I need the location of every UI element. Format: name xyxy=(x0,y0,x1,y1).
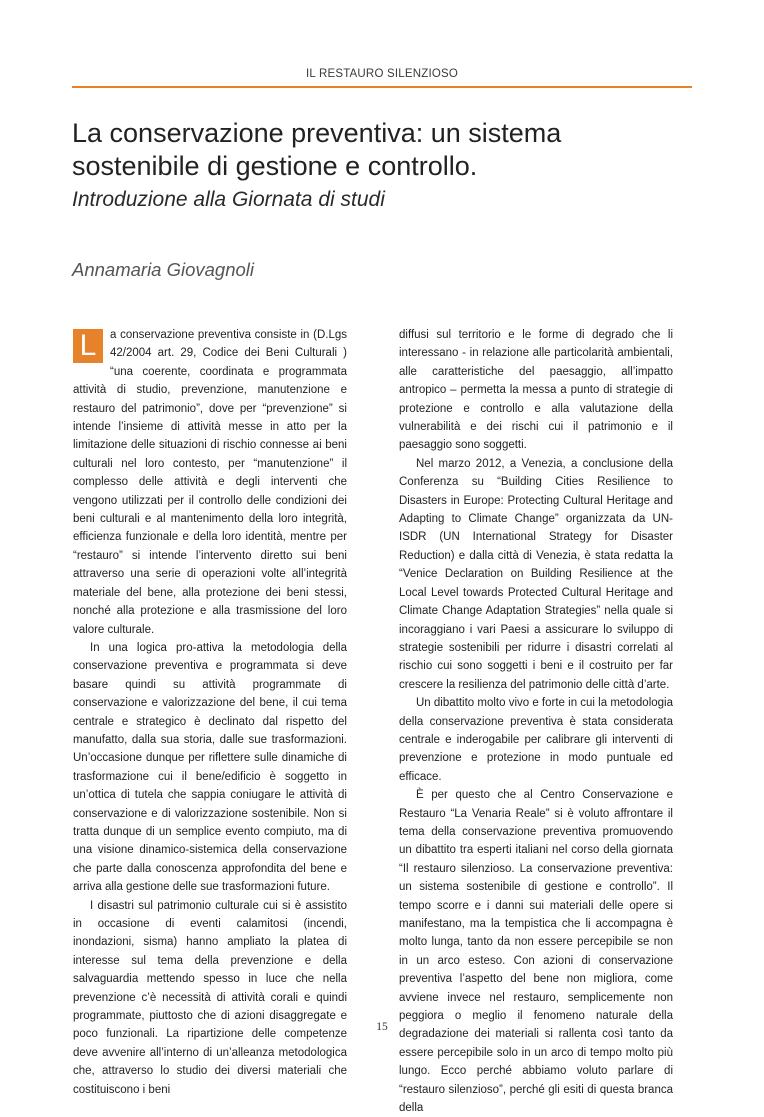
article-author: Annamaria Giovagnoli xyxy=(72,259,255,280)
paragraph: Un dibattito molto vivo e forte in cui la metodologia della conservazione preventiva è stata considerata centrale e inderogabile per calibrare gli interventi di prevenzione e protezione in modo puntuale ed efficace. xyxy=(399,697,673,783)
left-column xyxy=(73,326,347,1099)
paragraph: Nel marzo 2012, a Venezia, a conclusione della Conferenza su “Building Cities Resilience to Disasters in Europe: Protecting Cultural Heritage and Adapting to Climate Change” organizzata da UN-ISDR (UN International Strategy for Disaster Reduction) e dalla città di Venezia, è stata redatta la “Venice Declaration on Building Resilience at the Local Level towards Protected Cultural Heritage and Climate Change Adaptation Strategies” nella quale si incoraggiano i vari Paesi a assicurare lo sviluppo di strategie sostenibili per ridurre i disastri correlati al rischio cui sono soggetti i beni e il costruito per far crescere la resilienza del patrimonio delle città d’arte. xyxy=(399,457,673,691)
running-title: IL RESTAURO SILENZIOSO xyxy=(305,68,458,80)
page-number: 15 xyxy=(376,1021,388,1033)
header-rule xyxy=(72,86,692,88)
paragraph: diffusi sul territorio e le forme di degrado che li interessano - in relazione alle particolarità ambientali, alle caratteristiche del paesaggio, all’impatto antropico – permetta la messa a punto di strategie di protezione e controllo e alla valutazione della vulnerabilità e dei rischi cui il patrimonio e il paesaggio sono soggetti. xyxy=(399,329,673,452)
article-title: La conservazione preventiva: un sistema sostenibile di gestione e controllo. xyxy=(72,118,562,181)
paragraph: È per questo che al Centro Conservazione e Restauro “La Venaria Reale” si è voluto affrontare il tema della conservazione preventiva promuovendo un dibattito tra esperti italiani nel corso della giornata “Il restauro silenzioso. La conservazione preventiva: un sistema sostenibile di gestione e controllo”. Il tempo scorre e i danni sui materiali delle opere si manifestano, ma la tempistica che li accompagna è molto lunga, tanto da non essere percepibile se non in un arco esteso. Con azioni di conservazione preventiva l’aspetto del bene non migliora, come avviene invece nel restauro, semplicemente non peggiora o meglio il fenomeno naturale della degradazione dei materiali si rallenta così tanto da essere percepibile solo in un arco di tempo molto più lungo. Ecco perché abbiamo voluto parlare di “restauro silenzioso”, perché gli esiti di questa branca della xyxy=(399,789,673,1115)
paragraph: In una logica pro-attiva la metodologia della conservazione preventiva e programmata si deve basare quindi su attività programmate di conservazione e valorizzazione del bene, il cui tema centrale e strategico è declinato dal rispetto del manufatto, dalla sua storia, dalle sue trasformazioni. Un’occasione dunque per riflettere sulle dinamiche di trasformazione cui il bene/edificio è soggetto in un’ottica di tutela che sappia coniugare le attività di conservazione e di valorizzazione sostenibile. Non si tratta dunque di un semplice evento compiuto, ma di una visione dinamico-sistemica della conservazione che parte dalla conoscenza approfondita del bene e arriva alla gestione delle sue trasformazioni future. xyxy=(73,641,347,894)
paragraph xyxy=(73,326,347,639)
paragraph-text: a conservazione preventiva consiste in (D.Lgs 42/2004 art. 29, Codice dei Beni Culturali ) “una coerente, coordinata e programmata attività di studio, prevenzione, manutenzione e restauro del patrimonio”, dove per “prevenzione” si intende l’insieme di attività messe in atto per la limitazione delle situazioni di rischio connesse ai beni culturali nel loro contesto, per “manutenzione” il complesso delle attività e degli interventi che vengono utilizzati per il controllo delle condizioni dei beni culturali e al mantenimento della loro integrità, efficienza funzionale e della loro identità, mentre per “restauro” si intende l’intervento diretto sui beni attraverso una serie di operazioni volte all’integrità materiale del bene, alla protezione dei beni stessi, nonché alla protezione e alla trasmissione del loro valore culturale. xyxy=(73,329,347,636)
paragraph: I disastri sul patrimonio culturale cui si è assistito in occasione di eventi calamitosi (incendi, inondazioni, sisma) hanno ampliato la platea di interesse sul tema della prevenzione e della salvaguardia mettendo spesso in luce che nella prevenzione c’è necessità di attività corali e quindi programmate, piuttosto che di azioni disaggregate e poco funzionali. La ripartizione delle competenze deve avvenire all’interno di un’alleanza metodologica che, attraverso lo studio dei diversi materiali che costituiscono i beni xyxy=(73,899,347,1096)
right-column xyxy=(399,326,673,1117)
drop-cap: L xyxy=(73,329,103,363)
article-subtitle: Introduzione alla Giornata di studi xyxy=(72,188,385,211)
